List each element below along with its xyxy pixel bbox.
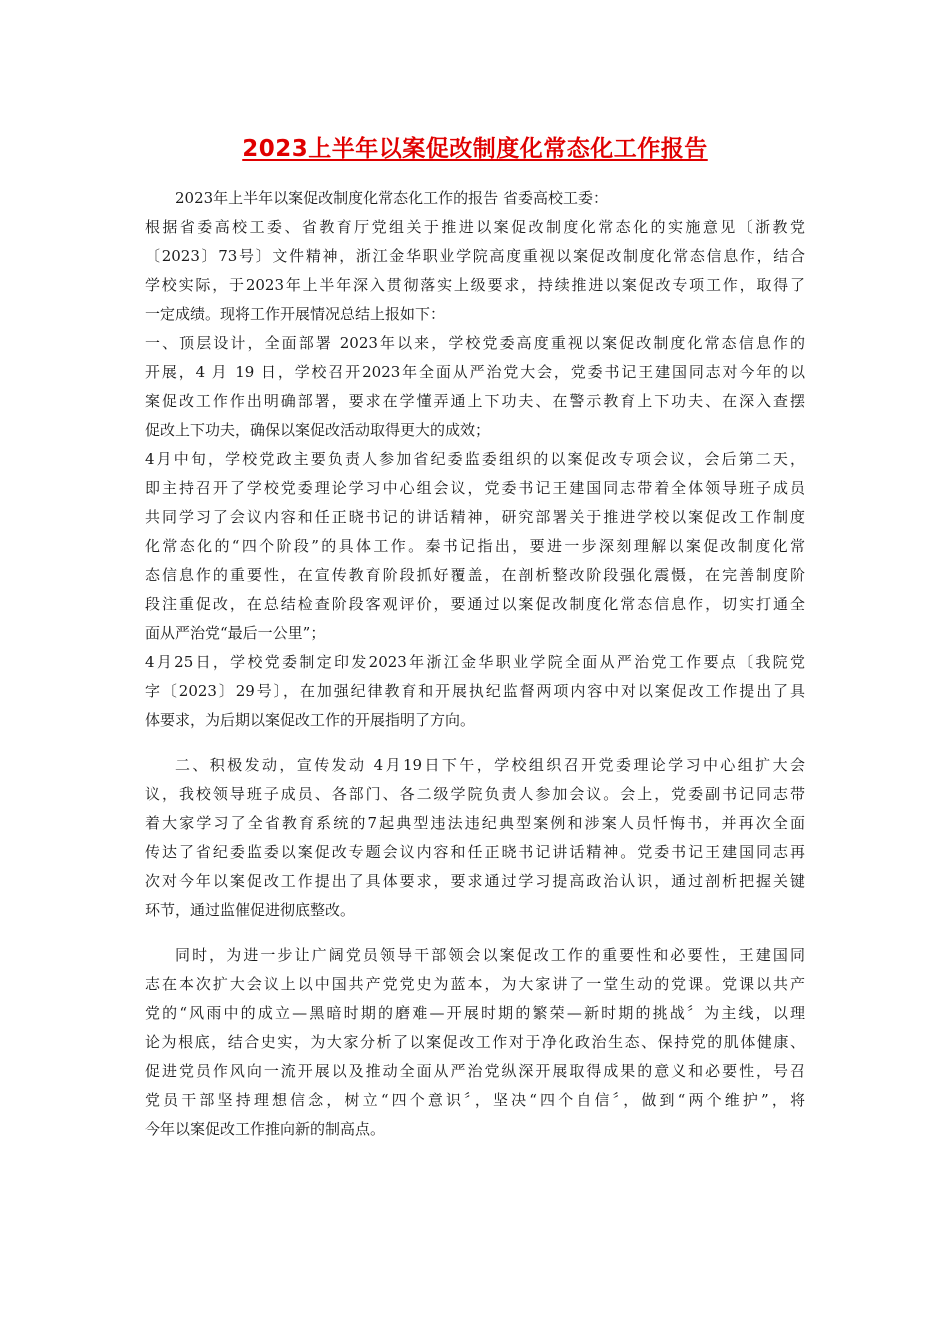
paragraph-line: 学校实际，于2023年上半年深入贯彻落实上级要求，持续推进以案促改专项工作，取得了 — [145, 276, 805, 294]
paragraph-line: 议，我校领导班子成员、各部门、各二级学院负责人参加会议。会上，党委副书记同志带 — [145, 785, 805, 803]
paragraph-line: 即主持召开了学校党委理论学习中心组会议，党委书记王建国同志带着全体领导班子成员 — [145, 479, 805, 497]
paragraph-line: 党的“风雨中的成立—黑暗时期的磨难—开展时期的繁荣—新时期的挑战〞为主线，以理 — [145, 1004, 805, 1022]
paragraph-line: 2023年上半年以案促改制度化常态化工作的报告 省委高校工委： — [175, 189, 608, 207]
paragraph-line: 共同学习了会议内容和任正晓书记的讲话精神，研究部署关于推进学校以案促改工作制度 — [145, 508, 805, 526]
paragraph-line: 段注重促改，在总结检查阶段客观评价，要通过以案促改制度化常态信息作，切实打通全 — [145, 595, 805, 613]
paragraph-line: 4月中旬，学校党政主要负责人参加省纪委监委组织的以案促改专项会议，会后第二天， — [145, 450, 805, 468]
paragraph-spacer — [145, 735, 805, 751]
paragraph-line: 着大家学习了全省教育系统的7起典型违法违纪典型案例和涉案人员忏悔书，并再次全面 — [145, 814, 805, 832]
paragraph-line: 促进党员作风向一流开展以及推动全面从严治党纵深开展取得成果的意义和必要性，号召 — [145, 1062, 805, 1080]
paragraph-line: 一定成绩。现将工作开展情况总结上报如下： — [145, 305, 446, 323]
paragraph-line: 开展，4 月 19 日，学校召开2023年全面从严治党大会，党委书记王建国同志对今年的以 — [145, 363, 805, 381]
paragraph-line: 论为根底，结合史实，为大家分析了以案促改工作对于净化政治生态、保持党的肌体健康、 — [145, 1033, 805, 1051]
document-body — [145, 184, 805, 1144]
paragraph-line: 案促改工作作出明确部署，要求在学懂弄通上下功夫、在警示教育上下功夫、在深入查摆 — [145, 392, 805, 410]
paragraph-line: 态信息作的重要性，在宣传教育阶段抓好覆盖，在剖析整改阶段强化震慑，在完善制度阶 — [145, 566, 805, 584]
paragraph-line: 二、积极发动，宣传发动 4月19日下午，学校组织召开党委理论学习中心组扩大会 — [175, 756, 805, 774]
paragraph-line: 体要求，为后期以案促改工作的开展指明了方向。 — [145, 711, 476, 729]
paragraph-line: 促改上下功夫，确保以案促改活动取得更大的成效； — [145, 421, 491, 439]
paragraph-line: 字〔2023〕29号〕，在加强纪律教育和开展执纪监督两项内容中对以案促改工作提出了具 — [145, 682, 805, 700]
paragraph-line: 根据省委高校工委、省教育厅党组关于推进以案促改制度化常态化的实施意见〔浙教党 — [145, 218, 805, 236]
paragraph-spacer — [145, 925, 805, 941]
paragraph-line: 传达了省纪委监委以案促改专题会议内容和任正晓书记讲话精神。党委书记王建国同志再 — [145, 843, 805, 861]
paragraph-line: 〔2023〕73号〕文件精神，浙江金华职业学院高度重视以案促改制度化常态信息作，结合 — [145, 247, 805, 265]
paragraph-line: 化常态化的“四个阶段”的具体工作。秦书记指出，要进一步深刻理解以案促改制度化常 — [145, 537, 805, 555]
paragraph-line: 环节，通过监催促进彻底整改。 — [145, 901, 356, 919]
paragraph-line: 一、顶层设计，全面部署 2023年以来，学校党委高度重视以案促改制度化常态信息作的 — [145, 334, 805, 352]
paragraph-line: 党员干部坚持理想信念，树立“四个意识〞，坚决“四个自信〞，做到“两个维护”，将 — [145, 1091, 805, 1109]
paragraph-line: 志在本次扩大会议上以中国共产党党史为蓝本，为大家讲了一堂生动的党课。党课以共产 — [145, 975, 805, 993]
paragraph-line: 面从严治党“最后一公里”； — [145, 624, 326, 642]
document-title: 2023上半年以案促改制度化常态化工作报告 — [242, 136, 708, 162]
paragraph-line: 今年以案促改工作推向新的制高点。 — [145, 1120, 386, 1138]
paragraph-line: 次对今年以案促改工作提出了具体要求，要求通过学习提高政治认识，通过剖析把握关键 — [145, 872, 805, 890]
paragraph-line: 4月25日，学校党委制定印发2023年浙江金华职业学院全面从严治党工作要点〔我院党 — [145, 653, 805, 671]
paragraph-line: 同时，为进一步让广阔党员领导干部领会以案促改工作的重要性和必要性，王建国同 — [175, 946, 805, 964]
